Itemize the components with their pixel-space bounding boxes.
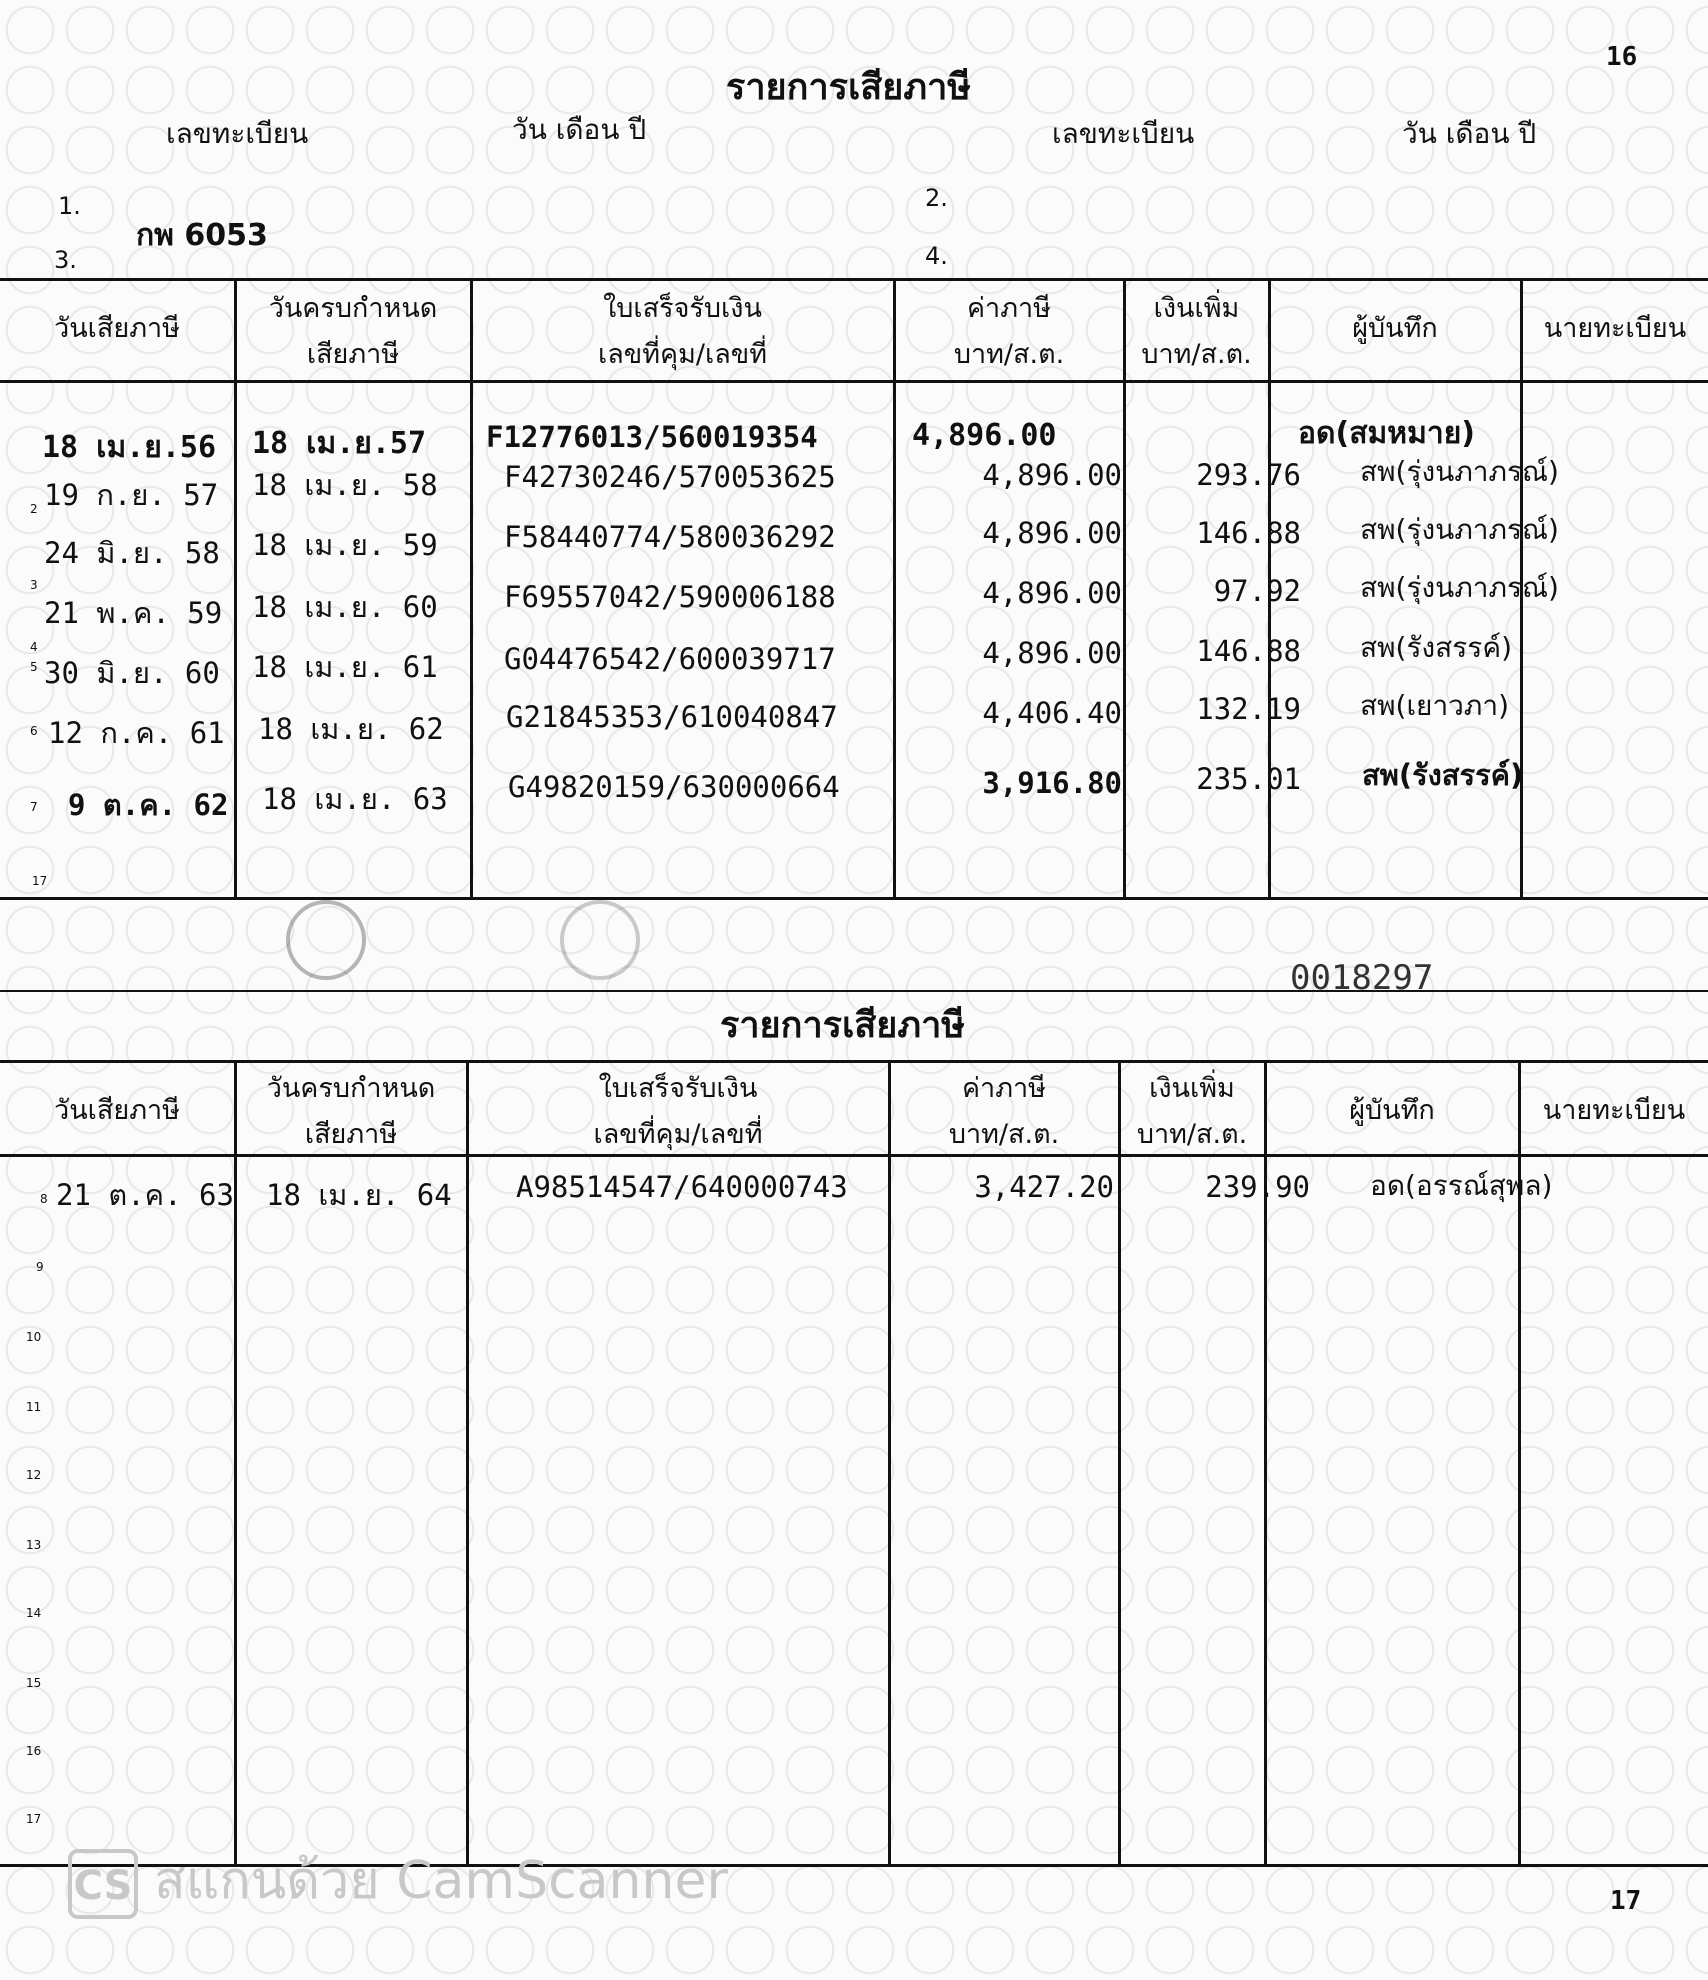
section-title-2: รายการเสียภาษี: [720, 1005, 966, 1046]
tax-amount: 3,427.20: [974, 1170, 1114, 1204]
payment-date: 19 ก.ย. 57: [44, 478, 219, 512]
page-number-bottom: 17: [1610, 1886, 1642, 1916]
row-number: 9: [36, 1260, 44, 1274]
due-date: 18 เม.ย. 64: [266, 1178, 452, 1212]
row-number: 5: [30, 660, 38, 674]
receipt-number: A98514547/640000743: [516, 1170, 848, 1204]
receipt-number: F58440774/580036292: [504, 520, 836, 554]
recorder: อด(อรรณ์สุพล): [1370, 1169, 1553, 1202]
row-number: 2: [30, 502, 38, 516]
recorder: สพ(เยาวภา): [1360, 689, 1509, 722]
stamp-icon: [286, 900, 366, 980]
row-number: 3: [30, 578, 38, 592]
tax-amount: 4,896.00: [982, 576, 1122, 610]
payment-date: 18 เม.ย.56: [42, 430, 217, 465]
row-number: 17: [26, 1812, 42, 1826]
col-header-due-date-2a: วันครบกำหนด: [266, 1073, 436, 1104]
license-plate: กพ 6053: [136, 218, 268, 253]
row-number: 12: [26, 1468, 42, 1482]
row-number: 16: [26, 1744, 42, 1758]
watermark-text: สแกนด้วย CamScanner: [154, 1851, 728, 1911]
due-date: 18 เม.ย. 61: [252, 650, 438, 684]
payment-date: 21 ต.ค. 63: [56, 1178, 234, 1212]
recorder: สพ(รังสรรค์): [1360, 631, 1513, 664]
surcharge-amount: 146.88: [1196, 516, 1301, 550]
surcharge-amount: 146.88: [1196, 634, 1301, 668]
col-header-recorder-2: ผู้บันทึก: [1349, 1095, 1435, 1126]
receipt-number: G21845353/610040847: [506, 700, 838, 734]
col-header-payment-date-2: วันเสียภาษี: [54, 1095, 180, 1126]
col-header-surcharge-2b: บาท/ส.ต.: [1136, 1119, 1248, 1150]
payment-date: 30 มิ.ย. 60: [44, 656, 220, 690]
page-number-top: 16: [1606, 42, 1638, 72]
receipt-number: F69557042/590006188: [504, 580, 836, 614]
col-header-surcharge-1: เงินเพิ่ม: [1153, 293, 1240, 324]
recorder: สพ(รุ่งนภาภรณ์): [1360, 571, 1559, 604]
payment-date: 24 มิ.ย. 58: [44, 536, 220, 570]
due-date: 18 เม.ย. 63: [262, 782, 448, 816]
col-header-due-date-2: เสียภาษี: [306, 339, 400, 370]
row-number: 11: [26, 1400, 42, 1414]
row-number-7: 17: [32, 874, 48, 888]
row-number: 7: [30, 800, 38, 814]
recorder: สพ(รังสรรค์): [1362, 758, 1524, 792]
col-header-registrar: นายทะเบียน: [1543, 313, 1687, 344]
camscanner-logo-icon: CS: [68, 1849, 138, 1919]
registration-label-1: เลขทะเบียน: [166, 117, 309, 150]
due-date: 18 เม.ย. 58: [252, 468, 438, 502]
camscanner-watermark: [68, 1838, 728, 1921]
due-date: 18 เม.ย.57: [252, 426, 427, 461]
tax-amount: 4,896.00: [912, 418, 1057, 453]
receipt-number: F42730246/570053625: [504, 460, 836, 494]
recorder: อด(สมหมาย): [1298, 416, 1475, 451]
date-label-2: วัน เดือน ปี: [1402, 117, 1537, 150]
reg-number-1: 1.: [58, 192, 81, 220]
receipt-number: F12776013/560019354: [486, 420, 818, 454]
col-header-surcharge-2a: เงินเพิ่ม: [1149, 1073, 1235, 1104]
date-label-1: วัน เดือน ปี: [512, 113, 647, 146]
reg-number-4: 4.: [925, 242, 948, 270]
row-number: 13: [26, 1538, 42, 1552]
col-header-receipt-2b: เลขที่คุม/เลขที่: [593, 1119, 763, 1150]
tax-amount: 4,896.00: [982, 516, 1122, 550]
serial-number: 0018297: [1290, 958, 1434, 998]
reg-number-3: 3.: [54, 246, 77, 274]
receipt-number: G04476542/600039717: [504, 642, 836, 676]
col-header-due-date-2b: เสียภาษี: [304, 1119, 398, 1150]
receipt-number: G49820159/630000664: [508, 770, 840, 804]
surcharge-amount: 239.90: [1205, 1170, 1310, 1204]
tax-amount: 4,896.00: [982, 636, 1122, 670]
col-header-tax-1: ค่าภาษี: [967, 293, 1051, 324]
col-header-receipt-2: เลขที่คุม/เลขที่: [597, 339, 767, 370]
col-header-surcharge-2: บาท/ส.ต.: [1141, 339, 1252, 370]
row-number: 4: [30, 640, 38, 654]
col-header-receipt-1: ใบเสร็จรับเงิน: [603, 293, 762, 324]
payment-date: 9 ต.ค. 62: [68, 788, 229, 822]
payment-date: 12 ก.ค. 61: [48, 716, 225, 750]
row-number: 15: [26, 1676, 42, 1690]
row-number: 10: [26, 1330, 42, 1344]
surcharge-amount: 132.19: [1196, 692, 1301, 726]
surcharge-amount: 97.92: [1213, 574, 1301, 608]
surcharge-amount: 235.01: [1196, 762, 1301, 796]
reg-number-2: 2.: [925, 184, 948, 212]
col-header-receipt-2a: ใบเสร็จรับเงิน: [598, 1073, 758, 1104]
due-date: 18 เม.ย. 59: [252, 528, 438, 562]
col-header-tax-2a: ค่าภาษี: [962, 1073, 1046, 1104]
col-header-due-date-1: วันครบกำหนด: [268, 293, 438, 324]
col-header-recorder: ผู้บันทึก: [1352, 313, 1438, 344]
row-number: 6: [30, 724, 38, 738]
page-title: รายการเสียภาษี: [726, 67, 972, 108]
col-header-tax-2: บาท/ส.ต.: [953, 339, 1065, 370]
recorder: สพ(รุ่งนภาภรณ์): [1360, 455, 1559, 488]
col-header-tax-2b: บาท/ส.ต.: [948, 1119, 1060, 1150]
due-date: 18 เม.ย. 62: [258, 712, 444, 746]
registration-label-2: เลขทะเบียน: [1052, 117, 1195, 150]
row-number: 14: [26, 1606, 42, 1620]
tax-amount: 3,916.80: [982, 766, 1122, 800]
col-header-payment-date: วันเสียภาษี: [54, 313, 180, 344]
surcharge-amount: 293.76: [1196, 458, 1301, 492]
col-header-registrar-2: นายทะเบียน: [1542, 1095, 1686, 1126]
stamp-icon: [560, 900, 640, 980]
due-date: 18 เม.ย. 60: [252, 590, 438, 624]
tax-amount: 4,406.40: [982, 696, 1122, 730]
row-number: 8: [40, 1192, 48, 1206]
payment-date: 21 พ.ค. 59: [44, 596, 223, 630]
recorder: สพ(รุ่งนภาภรณ์): [1360, 513, 1559, 546]
tax-amount: 4,896.00: [982, 458, 1122, 492]
